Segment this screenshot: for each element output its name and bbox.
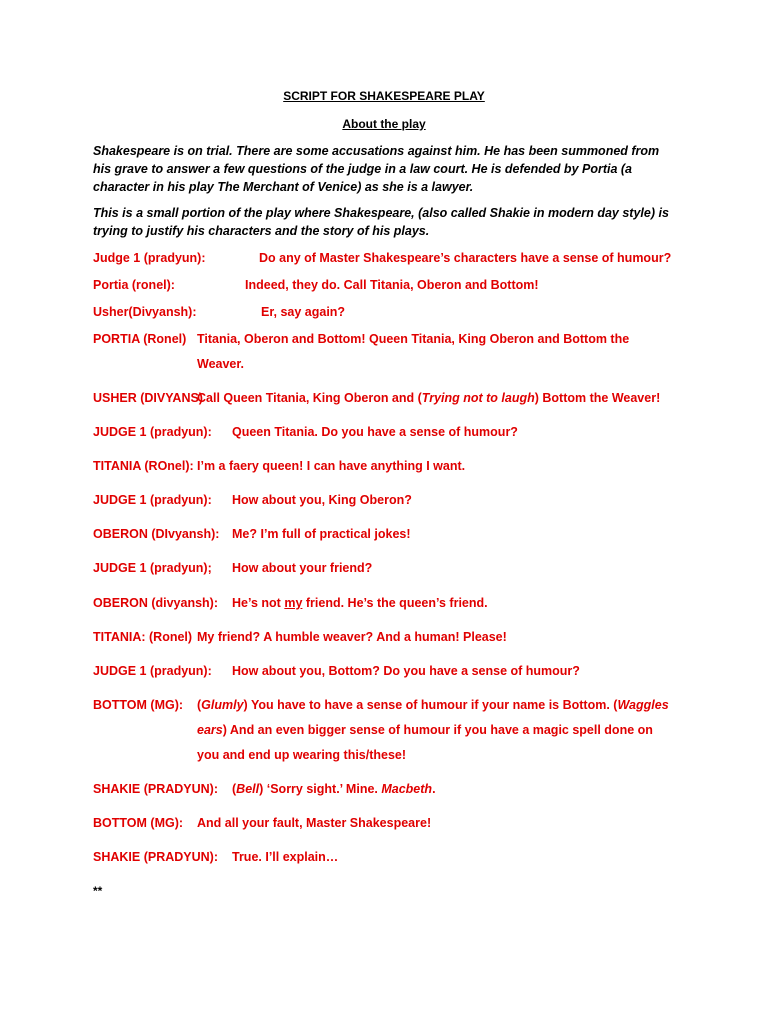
- dialogue-text: (Glumly) You have to have a sense of humour if your name is Bottom. (Waggles ears) And an even bigger sense of humour if you have a magic spell done on you and end up wearing this/these!: [197, 698, 669, 762]
- speaker-label: Judge 1 (pradyun):: [93, 251, 206, 265]
- dialogue-text: Titania, Oberon and Bottom! Queen Titania, King Oberon and Bottom the Weaver.: [197, 332, 630, 371]
- dialogue-line: [93, 300, 678, 325]
- dialogue-text: How about you, King Oberon?: [232, 493, 412, 507]
- dialogue-text: Do any of Master Shakespeare’s characters have a sense of humour?: [259, 251, 672, 265]
- dialogue-text: Er, say again?: [261, 305, 346, 319]
- speaker-label: TITANIA: (Ronel): [93, 630, 193, 644]
- dialogue-line: [93, 273, 678, 298]
- speaker-label: JUDGE 1 (pradyun):: [93, 493, 212, 507]
- dialogue-line: [93, 591, 678, 616]
- document-subtitle: About the play: [342, 117, 426, 131]
- dialogue-text: He’s not my friend. He’s the queen’s friend.: [232, 596, 488, 610]
- dialogue-line: [93, 386, 678, 411]
- dialogue-text: My friend? A humble weaver? And a human! Please!: [197, 630, 507, 644]
- dialogue-text: And all your fault, Master Shakespeare!: [197, 816, 432, 830]
- document-title: SCRIPT FOR SHAKESPEARE PLAY: [283, 89, 485, 103]
- dialogue-line: [93, 246, 678, 271]
- dialogue-line: [93, 659, 678, 684]
- dialogue-text: Queen Titania. Do you have a sense of humour?: [232, 425, 518, 439]
- dialogue-text: Indeed, they do. Call Titania, Oberon and Bottom!: [245, 278, 539, 292]
- speaker-label: Portia (ronel):: [93, 278, 175, 292]
- dialogue-line: [93, 625, 678, 650]
- speaker-label: SHAKIE (PRADYUN):: [93, 782, 218, 796]
- speaker-label: Usher(Divyansh):: [93, 305, 197, 319]
- dialogue-line: [93, 420, 678, 445]
- dialogue-line: [93, 556, 678, 581]
- speaker-label: JUDGE 1 (pradyun):: [93, 664, 212, 678]
- speaker-label: JUDGE 1 (pradyun):: [93, 425, 212, 439]
- dialogue-text: How about you, Bottom? Do you have a sense of humour?: [232, 664, 580, 678]
- dialogue-line: [93, 488, 678, 513]
- dialogue-line: [93, 845, 678, 870]
- dialogue-line: [93, 522, 678, 547]
- dialogue-text: Me? I’m full of practical jokes!: [232, 527, 411, 541]
- dialogue-text: Call Queen Titania, King Oberon and (Trying not to laugh) Bottom the Weaver!: [197, 391, 661, 405]
- dialogue-text: (Bell) ‘Sorry sight.’ Mine. Macbeth.: [232, 782, 436, 796]
- dialogue-line: [93, 777, 678, 802]
- end-mark: **: [93, 884, 103, 898]
- dialogue-text: True. I’ll explain…: [232, 850, 339, 864]
- speaker-label: PORTIA (Ronel): [93, 332, 187, 346]
- speaker-label: SHAKIE (PRADYUN):: [93, 850, 218, 864]
- speaker-label: TITANIA (ROnel):: [93, 459, 194, 473]
- dialogue-line: [93, 811, 678, 836]
- speaker-label: BOTTOM (MG):: [93, 698, 184, 712]
- dialogue-line: [93, 693, 678, 768]
- dialogue-text: How about your friend?: [232, 561, 373, 575]
- speaker-label: JUDGE 1 (pradyun);: [93, 561, 212, 575]
- dialogue-text: I’m a faery queen! I can have anything I want.: [197, 459, 466, 473]
- speaker-label: OBERON (divyansh):: [93, 596, 219, 610]
- speaker-label: OBERON (DIvyansh):: [93, 527, 220, 541]
- intro-paragraph: This is a small portion of the play where Shakespeare, (also called Shakie in modern day style) is trying to justify his characters and the story of his plays.: [93, 206, 669, 238]
- dialogue-line: [93, 454, 678, 479]
- speaker-label: USHER (DIVYANS): [93, 391, 203, 405]
- intro-paragraph: Shakespeare is on trial. There are some accusations against him. He has been summoned from his grave to answer a few questions of the judge in a law court. He is defended by Portia (a character in his play The Merchant of Venice) as she is a lawyer.: [93, 144, 660, 194]
- speaker-label: BOTTOM (MG):: [93, 816, 184, 830]
- dialogue-line: [93, 327, 678, 377]
